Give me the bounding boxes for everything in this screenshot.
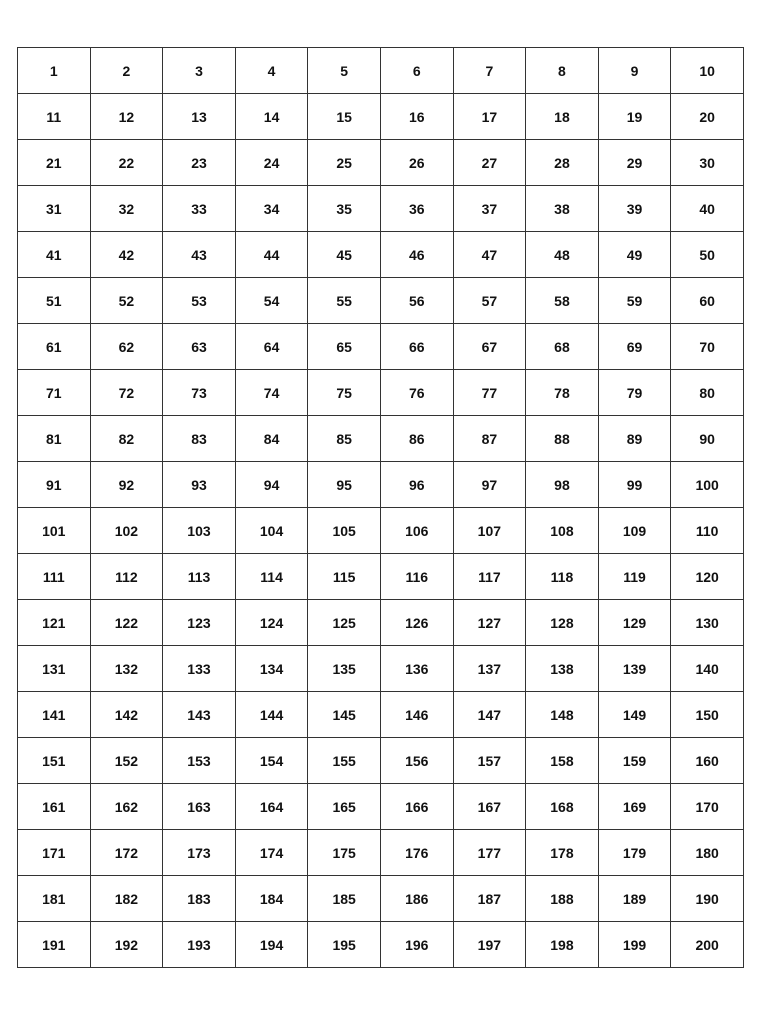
number-cell: 15 — [308, 94, 381, 140]
number-cell: 139 — [598, 646, 671, 692]
number-cell: 195 — [308, 922, 381, 968]
number-cell: 34 — [235, 186, 308, 232]
number-cell: 169 — [598, 784, 671, 830]
number-cell: 118 — [526, 554, 599, 600]
number-cell: 62 — [90, 324, 163, 370]
number-cell: 74 — [235, 370, 308, 416]
table-row — [18, 48, 744, 94]
number-cell: 115 — [308, 554, 381, 600]
number-cell: 95 — [308, 462, 381, 508]
number-cell: 134 — [235, 646, 308, 692]
number-cell: 114 — [235, 554, 308, 600]
number-cell: 68 — [526, 324, 599, 370]
number-cell: 3 — [163, 48, 236, 94]
number-cell: 136 — [380, 646, 453, 692]
number-cell: 127 — [453, 600, 526, 646]
number-cell: 101 — [18, 508, 91, 554]
number-cell: 71 — [18, 370, 91, 416]
table-row — [18, 830, 744, 876]
number-cell: 113 — [163, 554, 236, 600]
number-cell: 126 — [380, 600, 453, 646]
number-cell: 132 — [90, 646, 163, 692]
number-cell: 133 — [163, 646, 236, 692]
number-cell: 103 — [163, 508, 236, 554]
table-row — [18, 738, 744, 784]
number-cell: 104 — [235, 508, 308, 554]
number-cell: 154 — [235, 738, 308, 784]
number-cell: 66 — [380, 324, 453, 370]
number-cell: 189 — [598, 876, 671, 922]
number-cell: 86 — [380, 416, 453, 462]
number-cell: 46 — [380, 232, 453, 278]
number-cell: 84 — [235, 416, 308, 462]
number-cell: 10 — [671, 48, 744, 94]
number-cell: 183 — [163, 876, 236, 922]
table-row — [18, 508, 744, 554]
number-cell: 198 — [526, 922, 599, 968]
number-cell: 44 — [235, 232, 308, 278]
number-cell: 22 — [90, 140, 163, 186]
number-cell: 88 — [526, 416, 599, 462]
number-cell: 69 — [598, 324, 671, 370]
number-cell: 99 — [598, 462, 671, 508]
number-cell: 106 — [380, 508, 453, 554]
number-cell: 147 — [453, 692, 526, 738]
number-cell: 13 — [163, 94, 236, 140]
number-cell: 39 — [598, 186, 671, 232]
number-cell: 200 — [671, 922, 744, 968]
number-cell: 181 — [18, 876, 91, 922]
number-cell: 75 — [308, 370, 381, 416]
number-cell: 53 — [163, 278, 236, 324]
number-cell: 6 — [380, 48, 453, 94]
number-cell: 141 — [18, 692, 91, 738]
number-cell: 180 — [671, 830, 744, 876]
number-cell: 85 — [308, 416, 381, 462]
number-cell: 117 — [453, 554, 526, 600]
table-row — [18, 646, 744, 692]
number-cell: 144 — [235, 692, 308, 738]
number-cell: 193 — [163, 922, 236, 968]
number-cell: 186 — [380, 876, 453, 922]
number-cell: 199 — [598, 922, 671, 968]
number-cell: 162 — [90, 784, 163, 830]
number-cell: 155 — [308, 738, 381, 784]
number-cell: 14 — [235, 94, 308, 140]
number-cell: 124 — [235, 600, 308, 646]
number-cell: 146 — [380, 692, 453, 738]
number-cell: 140 — [671, 646, 744, 692]
number-cell: 153 — [163, 738, 236, 784]
number-cell: 21 — [18, 140, 91, 186]
number-cell: 176 — [380, 830, 453, 876]
number-cell: 173 — [163, 830, 236, 876]
number-cell: 1 — [18, 48, 91, 94]
number-cell: 122 — [90, 600, 163, 646]
number-cell: 89 — [598, 416, 671, 462]
number-cell: 150 — [671, 692, 744, 738]
table-row — [18, 94, 744, 140]
number-cell: 165 — [308, 784, 381, 830]
number-cell: 45 — [308, 232, 381, 278]
number-cell: 108 — [526, 508, 599, 554]
number-cell: 152 — [90, 738, 163, 784]
number-cell: 82 — [90, 416, 163, 462]
number-cell: 18 — [526, 94, 599, 140]
number-cell: 76 — [380, 370, 453, 416]
number-cell: 57 — [453, 278, 526, 324]
number-cell: 172 — [90, 830, 163, 876]
number-cell: 182 — [90, 876, 163, 922]
number-cell: 175 — [308, 830, 381, 876]
number-cell: 131 — [18, 646, 91, 692]
table-row — [18, 784, 744, 830]
number-cell: 164 — [235, 784, 308, 830]
number-cell: 178 — [526, 830, 599, 876]
number-cell: 167 — [453, 784, 526, 830]
number-cell: 83 — [163, 416, 236, 462]
number-cell: 157 — [453, 738, 526, 784]
number-cell: 185 — [308, 876, 381, 922]
table-row — [18, 922, 744, 968]
number-cell: 138 — [526, 646, 599, 692]
number-cell: 160 — [671, 738, 744, 784]
number-cell: 105 — [308, 508, 381, 554]
number-cell: 27 — [453, 140, 526, 186]
number-cell: 5 — [308, 48, 381, 94]
table-row — [18, 370, 744, 416]
number-cell: 191 — [18, 922, 91, 968]
number-cell: 23 — [163, 140, 236, 186]
number-cell: 80 — [671, 370, 744, 416]
number-cell: 110 — [671, 508, 744, 554]
number-cell: 98 — [526, 462, 599, 508]
number-cell: 8 — [526, 48, 599, 94]
number-cell: 158 — [526, 738, 599, 784]
number-cell: 16 — [380, 94, 453, 140]
number-cell: 41 — [18, 232, 91, 278]
number-cell: 20 — [671, 94, 744, 140]
number-cell: 50 — [671, 232, 744, 278]
number-cell: 26 — [380, 140, 453, 186]
number-cell: 33 — [163, 186, 236, 232]
number-cell: 73 — [163, 370, 236, 416]
number-cell: 112 — [90, 554, 163, 600]
number-cell: 194 — [235, 922, 308, 968]
number-cell: 159 — [598, 738, 671, 784]
number-cell: 51 — [18, 278, 91, 324]
number-cell: 90 — [671, 416, 744, 462]
number-cell: 145 — [308, 692, 381, 738]
number-cell: 163 — [163, 784, 236, 830]
number-cell: 43 — [163, 232, 236, 278]
number-cell: 149 — [598, 692, 671, 738]
number-cell: 130 — [671, 600, 744, 646]
number-cell: 97 — [453, 462, 526, 508]
number-grid-table — [17, 47, 744, 968]
number-cell: 38 — [526, 186, 599, 232]
number-cell: 49 — [598, 232, 671, 278]
number-cell: 63 — [163, 324, 236, 370]
number-cell: 54 — [235, 278, 308, 324]
number-cell: 24 — [235, 140, 308, 186]
number-cell: 148 — [526, 692, 599, 738]
number-cell: 77 — [453, 370, 526, 416]
number-cell: 119 — [598, 554, 671, 600]
number-cell: 187 — [453, 876, 526, 922]
number-cell: 7 — [453, 48, 526, 94]
number-cell: 81 — [18, 416, 91, 462]
number-cell: 17 — [453, 94, 526, 140]
number-cell: 36 — [380, 186, 453, 232]
number-cell: 156 — [380, 738, 453, 784]
number-cell: 32 — [90, 186, 163, 232]
number-cell: 9 — [598, 48, 671, 94]
number-cell: 102 — [90, 508, 163, 554]
number-cell: 30 — [671, 140, 744, 186]
number-cell: 12 — [90, 94, 163, 140]
number-cell: 35 — [308, 186, 381, 232]
number-cell: 60 — [671, 278, 744, 324]
number-cell: 96 — [380, 462, 453, 508]
table-row — [18, 140, 744, 186]
table-row — [18, 462, 744, 508]
number-cell: 40 — [671, 186, 744, 232]
number-cell: 137 — [453, 646, 526, 692]
number-cell: 70 — [671, 324, 744, 370]
number-grid-body — [18, 48, 744, 968]
number-cell: 65 — [308, 324, 381, 370]
number-cell: 42 — [90, 232, 163, 278]
number-cell: 107 — [453, 508, 526, 554]
number-cell: 100 — [671, 462, 744, 508]
table-row — [18, 600, 744, 646]
table-row — [18, 232, 744, 278]
number-cell: 184 — [235, 876, 308, 922]
number-cell: 94 — [235, 462, 308, 508]
number-cell: 55 — [308, 278, 381, 324]
number-cell: 92 — [90, 462, 163, 508]
number-cell: 91 — [18, 462, 91, 508]
number-cell: 168 — [526, 784, 599, 830]
number-cell: 25 — [308, 140, 381, 186]
number-cell: 109 — [598, 508, 671, 554]
number-cell: 151 — [18, 738, 91, 784]
table-row — [18, 876, 744, 922]
number-cell: 111 — [18, 554, 91, 600]
number-cell: 177 — [453, 830, 526, 876]
number-cell: 174 — [235, 830, 308, 876]
number-cell: 61 — [18, 324, 91, 370]
number-cell: 47 — [453, 232, 526, 278]
number-cell: 179 — [598, 830, 671, 876]
number-cell: 64 — [235, 324, 308, 370]
number-cell: 143 — [163, 692, 236, 738]
number-cell: 125 — [308, 600, 381, 646]
number-cell: 197 — [453, 922, 526, 968]
number-cell: 67 — [453, 324, 526, 370]
number-cell: 48 — [526, 232, 599, 278]
number-cell: 171 — [18, 830, 91, 876]
number-cell: 196 — [380, 922, 453, 968]
number-cell: 4 — [235, 48, 308, 94]
number-cell: 31 — [18, 186, 91, 232]
number-cell: 37 — [453, 186, 526, 232]
number-cell: 79 — [598, 370, 671, 416]
table-row — [18, 692, 744, 738]
number-cell: 166 — [380, 784, 453, 830]
number-cell: 29 — [598, 140, 671, 186]
number-cell: 120 — [671, 554, 744, 600]
number-cell: 58 — [526, 278, 599, 324]
number-cell: 59 — [598, 278, 671, 324]
number-cell: 2 — [90, 48, 163, 94]
number-cell: 161 — [18, 784, 91, 830]
number-cell: 28 — [526, 140, 599, 186]
number-cell: 129 — [598, 600, 671, 646]
number-cell: 192 — [90, 922, 163, 968]
number-cell: 19 — [598, 94, 671, 140]
table-row — [18, 324, 744, 370]
number-cell: 72 — [90, 370, 163, 416]
table-row — [18, 278, 744, 324]
number-cell: 121 — [18, 600, 91, 646]
number-cell: 11 — [18, 94, 91, 140]
number-cell: 56 — [380, 278, 453, 324]
number-cell: 78 — [526, 370, 599, 416]
number-cell: 170 — [671, 784, 744, 830]
number-cell: 142 — [90, 692, 163, 738]
number-cell: 93 — [163, 462, 236, 508]
number-cell: 135 — [308, 646, 381, 692]
number-cell: 128 — [526, 600, 599, 646]
number-cell: 190 — [671, 876, 744, 922]
number-cell: 116 — [380, 554, 453, 600]
table-row — [18, 416, 744, 462]
number-cell: 87 — [453, 416, 526, 462]
number-cell: 52 — [90, 278, 163, 324]
table-row — [18, 186, 744, 232]
table-row — [18, 554, 744, 600]
number-cell: 123 — [163, 600, 236, 646]
number-cell: 188 — [526, 876, 599, 922]
